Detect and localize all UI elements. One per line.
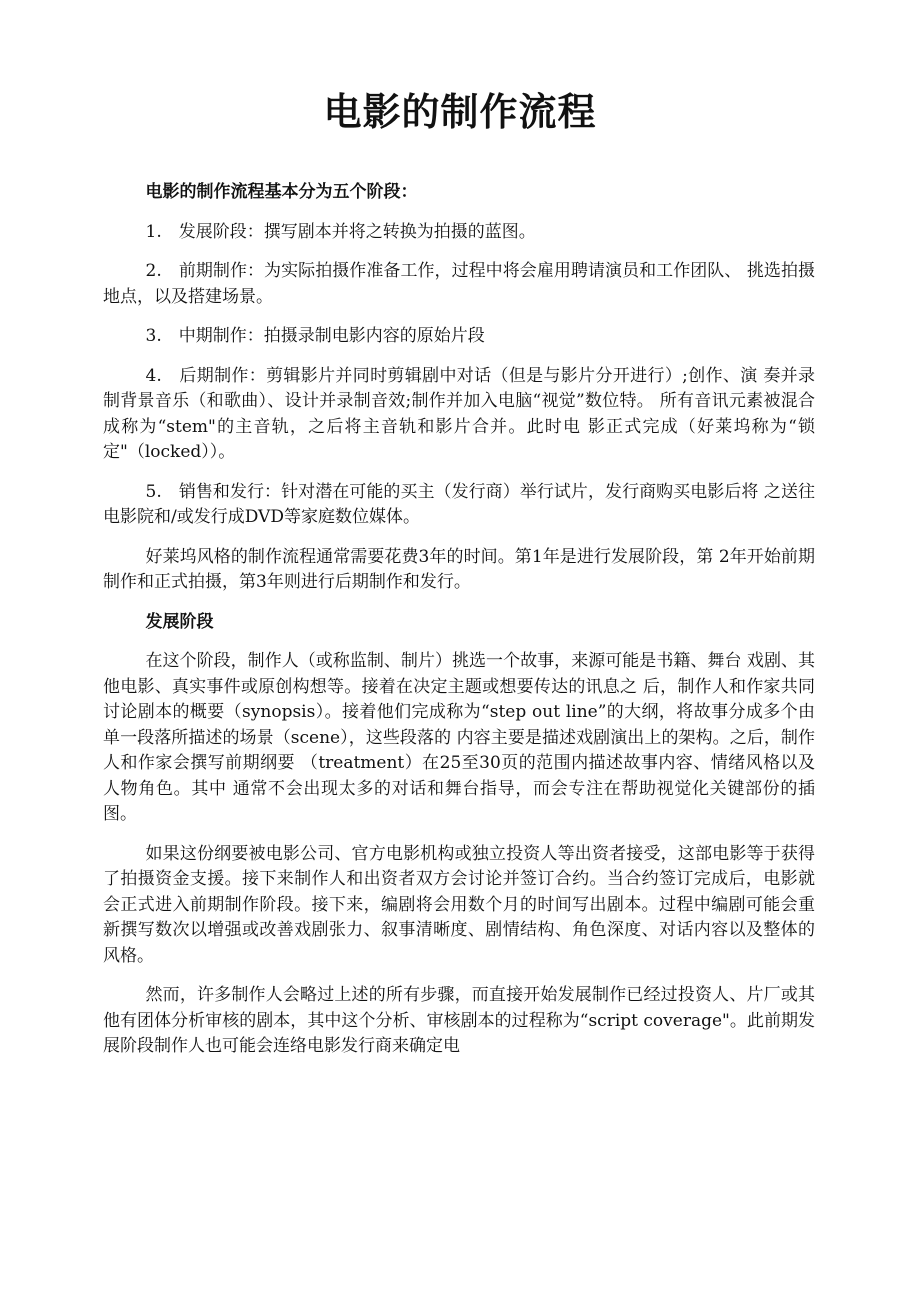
intro-paragraph: 电影的制作流程基本分为五个阶段：	[145, 182, 418, 202]
document-body	[103, 180, 815, 1074]
page-title: 电影的制作流程	[323, 89, 597, 134]
step-paragraph: 3. 中期制作：拍摄录制电影内容的原始片段	[145, 326, 485, 346]
section-paragraph: 在这个阶段，制作人（或称监制、制片）挑选一个故事，来源可能是书籍、舞台 戏剧、其他电影、真实事件或原创构想等。接着在决定主题或想要传达的讯息之 后，制作人和作家共同讨论剧本的概要（synopsis）。接着他们完成称为“step out line”的大纲，将故事分成多个由单一段落所描述的场景（scene），这些段落的 内容主要是描述戏剧演出上的架构。之后，制作人和作家会撰写前期纲要 （treatment）在25至30页的范围内描述故事内容、情绪风格以及人物角色。其中 通常不会出现太多的对话和舞台指导，而会专注在帮助视觉化关键部份的插图。	[103, 651, 815, 824]
section-heading: 发展阶段	[145, 611, 214, 632]
step-paragraph: 2. 前期制作：为实际拍摄作准备工作，过程中将会雇用聘请演员和工作团队、 挑选拍摄地点，以及搭建场景。	[103, 261, 815, 307]
timeline-paragraph: 好莱坞风格的制作流程通常需要花费3年的时间。第1年是进行发展阶段，第 2年开始前期制作和正式拍摄，第3年则进行后期制作和发行。	[103, 546, 815, 592]
step-paragraph: 1. 发展阶段：撰写剧本并将之转换为拍摄的蓝图。	[145, 221, 536, 242]
section-paragraph: 然而，许多制作人会略过上述的所有步骤，而直接开始发展制作已经过投资人、片厂或其他有团体分析审核的剧本，其中这个分析、审核剧本的过程称为“script coverage"。此前期发展阶段制作人也可能会连络电影发行商来确定电	[103, 985, 815, 1056]
section-paragraph: 如果这份纲要被电影公司、官方电影机构或独立投资人等出资者接受，这部电影等于获得了拍摄资金支援。接下来制作人和出资者双方会讨论并签订合约。当合约签订完成后，电影就会正式进入前期制作阶段。接下来，编剧将会用数个月的时间写出剧本。过程中编剧可能会重新撰写数次以增强或改善戏剧张力、叙事清晰度、剧情结构、角色深度、对话内容以及整体的风格。	[103, 843, 815, 966]
step-paragraph: 4. 后期制作：剪辑影片并同时剪辑剧中对话（但是与影片分开进行）;创作、演 奏并录制背景音乐（和歌曲）、设计并录制音效;制作并加入电脑“视觉”数位特。 所有音讯元素被混合成称为“stem"的主音轨，之后将主音轨和影片合并。此时电 影正式完成（好莱坞称为“锁定"（locked））。	[103, 365, 815, 462]
step-paragraph: 5. 销售和发行：针对潜在可能的买主（发行商）举行试片，发行商购买电影后将 之送往电影院和/或发行成DVD等家庭数位媒体。	[103, 481, 815, 527]
